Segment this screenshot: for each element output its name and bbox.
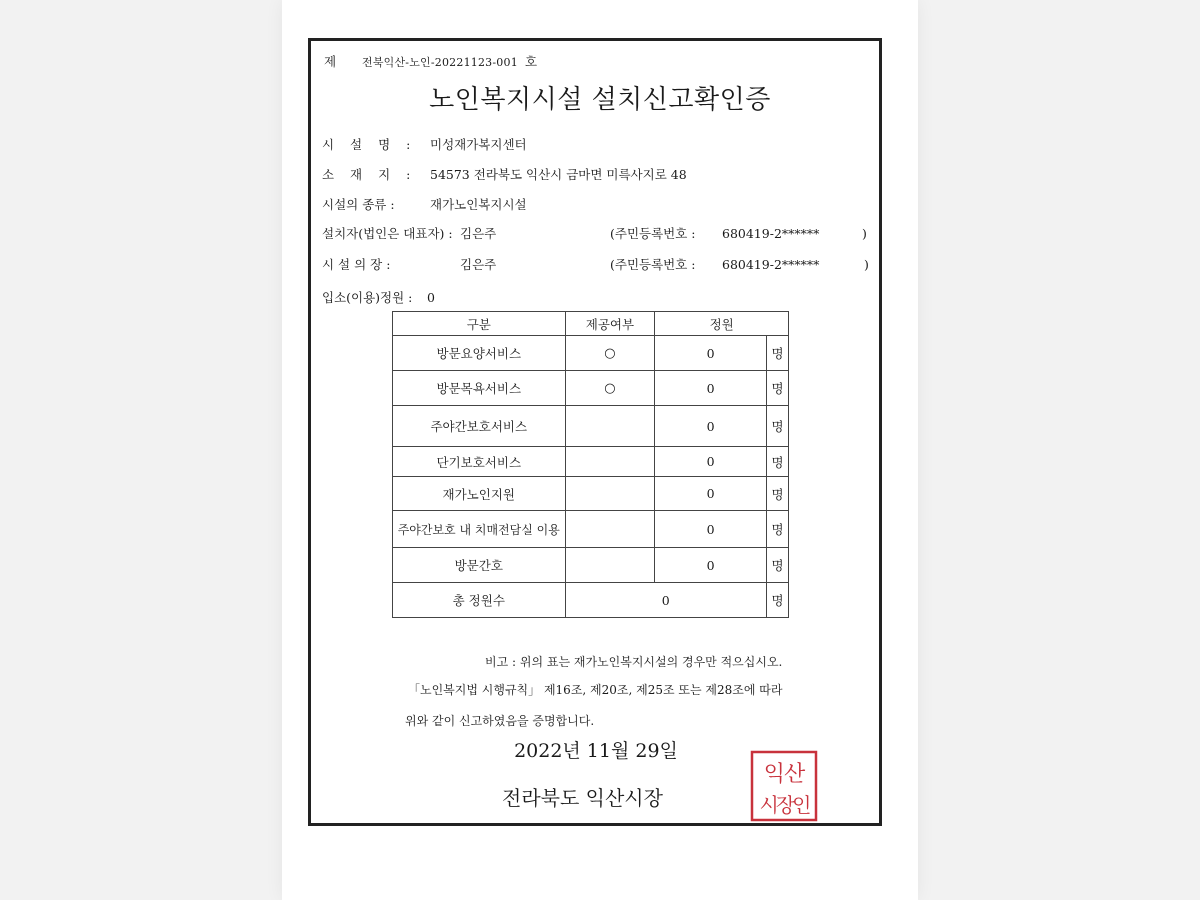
- table-note: 비고 : 위의 표는 재가노인복지시설의 경우만 적으십시오.: [485, 655, 783, 669]
- table-row: [393, 371, 789, 406]
- svg-text:익산: 익산: [763, 762, 805, 787]
- service-provided: ○: [565, 336, 655, 371]
- issuer-name: 전라북도 익산시장: [502, 786, 663, 810]
- service-name: 재가노인지원: [393, 477, 566, 511]
- certification-statement: 위와 같이 신고하였음을 증명합니다.: [405, 714, 595, 728]
- service-name: 주야간보호 내 치매전담실 이용: [393, 511, 566, 548]
- facility-name: 미성재가복지센터: [430, 137, 527, 152]
- director-name: 김은주: [460, 257, 497, 272]
- document-number-prefix: 제: [324, 54, 337, 69]
- service-name: 방문요양서비스: [393, 336, 566, 371]
- director-label: 시 설 의 장 :: [322, 257, 391, 272]
- founder-registration-label: (주민등록번호 :: [610, 226, 696, 241]
- address: 54573 전라북도 익산시 금마면 미륵사지로 48: [430, 167, 687, 182]
- capacity-unit: 명: [767, 548, 789, 583]
- service-name: 주야간보호서비스: [393, 406, 566, 447]
- service-provided: [565, 511, 655, 548]
- table-total-row: [393, 583, 789, 618]
- table-row: [393, 336, 789, 371]
- table-header-row: [393, 312, 789, 336]
- total-capacity: 0: [565, 583, 766, 618]
- service-capacity: 0: [655, 511, 767, 548]
- header-provided: 제공여부: [565, 312, 655, 336]
- total-label: 총 정원수: [393, 583, 566, 618]
- header-category: 구분: [393, 312, 566, 336]
- service-provided: [565, 548, 655, 583]
- svg-text:시장인: 시장인: [759, 793, 809, 817]
- founder-registration-number: 680419-2******: [722, 226, 820, 241]
- facility-type-label: 시설의 종류 :: [322, 197, 395, 212]
- table-row: [393, 548, 789, 583]
- facility-name-label: 시 설 명 :: [322, 137, 417, 152]
- founder-name: 김은주: [460, 226, 497, 241]
- capacity-unit: 명: [767, 406, 789, 447]
- service-name: 방문목욕서비스: [393, 371, 566, 406]
- table-row: [393, 511, 789, 548]
- document-number-suffix: 호: [525, 54, 538, 69]
- service-provided: [565, 477, 655, 511]
- facility-type: 재가노인복지시설: [430, 197, 527, 212]
- capacity-unit: 명: [767, 583, 789, 618]
- capacity-unit: 명: [767, 447, 789, 477]
- service-capacity: 0: [655, 336, 767, 371]
- service-capacity: 0: [655, 447, 767, 477]
- capacity-value: 0: [427, 290, 435, 305]
- table-row: [393, 406, 789, 447]
- service-name: 방문간호: [393, 548, 566, 583]
- document-number: 전북익산-노인-20221123-001: [362, 56, 518, 69]
- header-capacity: 정원: [655, 312, 789, 336]
- capacity-unit: 명: [767, 511, 789, 548]
- capacity-unit: 명: [767, 477, 789, 511]
- capacity-unit: 명: [767, 336, 789, 371]
- service-table: [392, 311, 789, 618]
- founder-registration-close: ): [862, 226, 867, 241]
- service-name: 단기보호서비스: [393, 447, 566, 477]
- capacity-unit: 명: [767, 371, 789, 406]
- service-provided: ○: [565, 371, 655, 406]
- service-capacity: 0: [655, 406, 767, 447]
- document-title: 노인복지시설 설치신고확인증: [429, 85, 771, 115]
- service-provided: [565, 447, 655, 477]
- table-row: [393, 447, 789, 477]
- director-registration-label: (주민등록번호 :: [610, 257, 696, 272]
- service-capacity: 0: [655, 371, 767, 406]
- capacity-label: 입소(이용)정원 :: [322, 290, 413, 305]
- director-registration-close: ): [864, 257, 869, 272]
- issue-date: 2022년 11월 29일: [514, 740, 678, 762]
- service-provided: [565, 406, 655, 447]
- service-capacity: 0: [655, 548, 767, 583]
- director-registration-number: 680419-2******: [722, 257, 820, 272]
- table-row: [393, 477, 789, 511]
- founder-label: 설치자(법인은 대표자) :: [322, 226, 453, 241]
- address-label: 소 재 지 :: [322, 167, 417, 182]
- legal-basis: 「노인복지법 시행규칙」 제16조, 제20조, 제25조 또는 제28조에 따라: [408, 683, 783, 697]
- official-seal-stamp: [750, 750, 818, 822]
- service-capacity: 0: [655, 477, 767, 511]
